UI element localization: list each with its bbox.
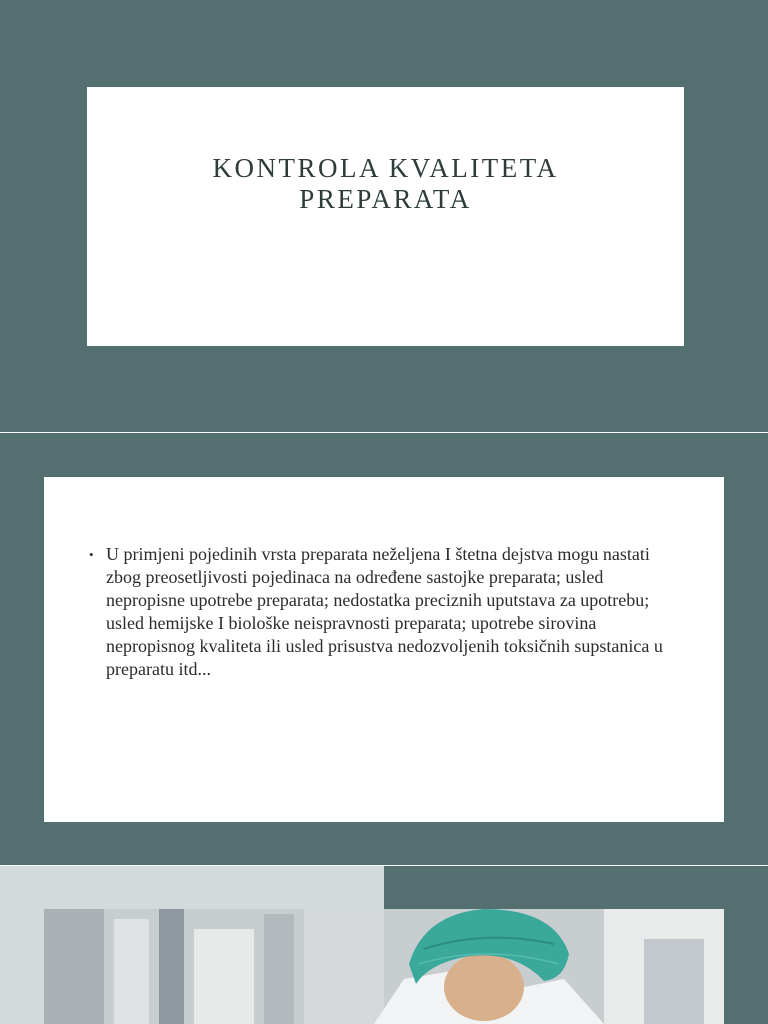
slide-2-content[interactable]: [0, 433, 768, 865]
background-equipment: [159, 909, 184, 1024]
background-column: [264, 914, 294, 1024]
background-panel: [194, 929, 254, 1024]
bullet-list: [86, 543, 686, 681]
background-shelf-left: [44, 909, 104, 1024]
background-wall: [304, 909, 384, 1024]
laboratory-worker-image: [44, 909, 724, 1024]
bullet-item: [86, 543, 686, 681]
background-machine: [644, 939, 704, 1024]
slide-1-title[interactable]: [0, 0, 768, 432]
bullet-icon: •: [89, 547, 94, 562]
bullet-text: U primjeni pojedinih vrsta preparata neželjena I štetna dejstva mogu nastati zbog preosetljivosti pojedinaca na određene sastojke preparata; usled nepropisne upotrebe preparata; nedostatka preciznih uputstava za upotrebu; usled hemijske I biološke neispravnosti preparata; upotrebe sirovina nepropisnog kvaliteta ili usled prisustva nedozvoljenih toksičnih supstanica u preparatu itd...: [106, 544, 663, 679]
laboratory-worker-photo: [44, 909, 724, 1024]
worker-face: [444, 953, 524, 1021]
background-window: [114, 919, 149, 1024]
slide-3-image[interactable]: [0, 866, 768, 1024]
slide-title: KONTROLA KVALITETA PREPARATA: [212, 152, 559, 214]
title-card: [87, 87, 684, 346]
content-card: [44, 477, 724, 822]
